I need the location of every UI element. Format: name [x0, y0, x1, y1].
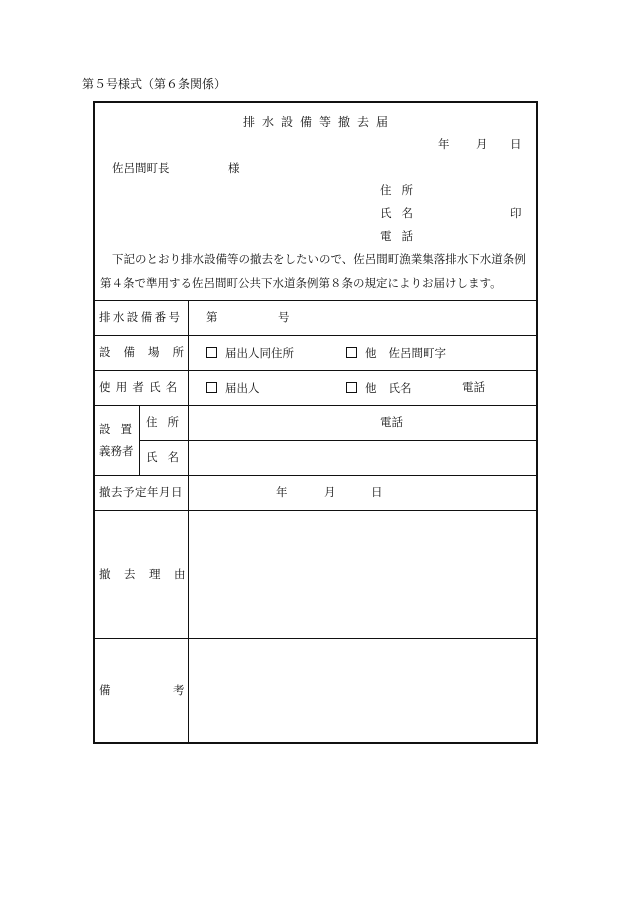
addressee: 佐呂間町長: [112, 161, 170, 175]
removal-reason-field[interactable]: [189, 511, 536, 637]
notice-body-line-2: 第４条で準用する佐呂間町公共下水道条例第８条の規定によりお届けします。: [100, 276, 502, 290]
notice-body-line-1: 下記のとおり排水設備等の撤去をしたいので、佐呂間町漁業集落排水下水道条例: [112, 252, 526, 266]
removal-reason-label: 撤去理由: [99, 567, 199, 581]
row-divider: [139, 440, 537, 441]
facility-number-prefix: 第: [206, 310, 218, 324]
form-title: 排水設備等撤去届: [243, 115, 396, 129]
facility-location-label: 設備場所: [99, 345, 197, 359]
location-option-same[interactable]: 届出人同住所: [206, 347, 294, 360]
facility-number-label: 排水設備番号: [99, 310, 183, 324]
checkbox[interactable]: [346, 382, 357, 393]
checkbox[interactable]: [206, 382, 217, 393]
user-name-label: 使用者氏名: [99, 380, 183, 394]
user-phone-label: 電話: [462, 380, 485, 394]
date-day-label: 日: [510, 137, 522, 151]
location-option-other[interactable]: 他 佐呂間町字: [346, 347, 446, 360]
user-option-other[interactable]: 他 氏名: [346, 382, 412, 395]
seal-label: 印: [510, 206, 522, 220]
row-divider: [94, 475, 537, 476]
installer-subcolumn-divider: [139, 405, 140, 475]
date-month-label: 月: [476, 137, 488, 151]
applicant-phone-label: 電話: [380, 229, 423, 243]
installer-name-label: 氏名: [146, 450, 189, 464]
checkbox[interactable]: [346, 347, 357, 358]
facility-number-suffix: 号: [278, 310, 290, 324]
addressee-honorific: 様: [228, 161, 240, 175]
installer-address-label: 住所: [146, 415, 189, 429]
checkbox[interactable]: [206, 347, 217, 358]
installer-phone-label: 電話: [380, 415, 403, 429]
date-year-label: 年: [438, 137, 450, 151]
form-number: 第５号様式（第６条関係）: [82, 77, 227, 91]
applicant-name-label: 氏名: [380, 206, 423, 220]
removal-year-label: 年: [276, 485, 288, 499]
removal-date-label: 撤去予定年月日: [99, 485, 183, 499]
remarks-field[interactable]: [189, 639, 536, 743]
remarks-label-left: 備: [99, 683, 111, 697]
applicant-address-label: 住所: [380, 183, 423, 197]
installer-label-line-1: 設置: [99, 422, 142, 436]
remarks-label-right: 考: [173, 683, 185, 697]
table-top-divider: [94, 300, 537, 301]
removal-month-label: 月: [324, 485, 336, 499]
user-option-applicant[interactable]: 届出人: [206, 382, 260, 395]
installer-label-line-2: 義務者: [99, 444, 134, 458]
row-divider: [94, 370, 537, 371]
row-divider: [94, 335, 537, 336]
row-divider: [94, 405, 537, 406]
removal-day-label: 日: [371, 485, 383, 499]
